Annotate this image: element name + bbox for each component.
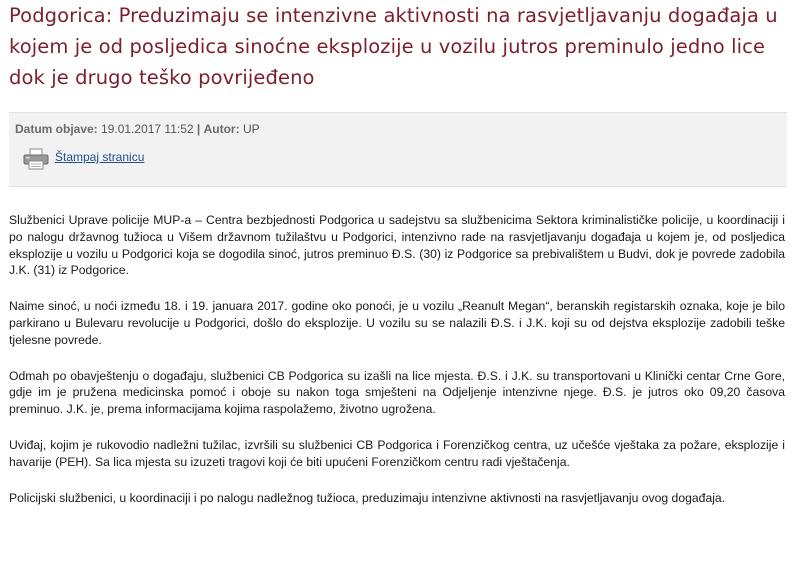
publish-info [15, 122, 260, 136]
meta-separator: | [196, 122, 201, 136]
article-body [9, 212, 785, 525]
author-value: UP [242, 122, 260, 136]
article-paragraph: Odmah po obavještenju o događaju, službenici CB Podgorica su izašli na lice mjesta. Đ.S. i J.K. su transportovani u Klinički centar Crne Gore, gdje im je pružena medicinska pomoć i oboje su nakon toga smješteni na Odjeljenje intenzivne njege. Đ.S. je jutros oko 09,20 časova preminuo. J.K. je, prema informacijama kojima raspolažemo, životno ugrožena. [9, 368, 785, 417]
article-paragraph: Službenici Uprave policije MUP-a – Centra bezbjednosti Podgorica u sadejstvu sa službenicima Sektora kriminalističke policije, u koordinaciji i po nalogu državnog tužioca u Višem državnom tužilaštvu u Podgorici, intenzivno rade na rasvjetljavanju događaja u kojem je, od posljedica eksplozije u vozilu u Podgorici koja se dogodila sinoć, jutros preminuo Đ.S. (30) iz Podgorice sa prebivalištem u Budvi, dok je povrede zadobila J.K. (31) iz Podgorice. [9, 213, 785, 278]
date-label: Datum objave: [15, 122, 98, 136]
article-meta-box [9, 112, 787, 187]
printer-icon[interactable] [23, 148, 49, 170]
date-value: 19.01.2017 11:52 [101, 122, 194, 136]
article-paragraph: Uviđaj, kojim je rukovodio nadležni tužilac, izvršili su službenici CB Podgorica i Forenzičkog centra, uz učešće vještaka za požare, eksplozije i havarije (PEH). Sa lica mjesta su izuzeti tragovi koji će biti upućeni Forenzičkom centru radi vještačenja. [9, 437, 785, 469]
article-title: Podgorica: Preduzimaju se intenzivne aktivnosti na rasvjetljavanju događaja u kojem je od posljedica sinoćne eksplozije u vozilu jutros preminulo jedno lice dok je drugo teško povrijeđeno [9, 4, 778, 89]
author-label: Autor: [203, 122, 240, 136]
print-page-link[interactable] [23, 148, 144, 170]
article-paragraph: Naime sinoć, u noći između 18. i 19. januara 2017. godine oko ponoći, je u vozilu „Reanult Megan“, beranskih registarskih oznaka, koje je bilo parkirano u Bulevaru revolucije u Podgorici, došlo do eksplozije. U vozilu su se nalazili Đ.S. i J.K. koji su od dejstva eksplozije zadobili teške tjelesne povrede. [9, 299, 785, 347]
print-page-label[interactable]: Štampaj stranicu [55, 150, 145, 164]
article-paragraph: Policijski službenici, u koordinaciji i po nalogu nadležnog tužioca, preduzimaju intenzivne aktivnosti na rasvjetljavanju ovog događaja. [9, 490, 726, 505]
